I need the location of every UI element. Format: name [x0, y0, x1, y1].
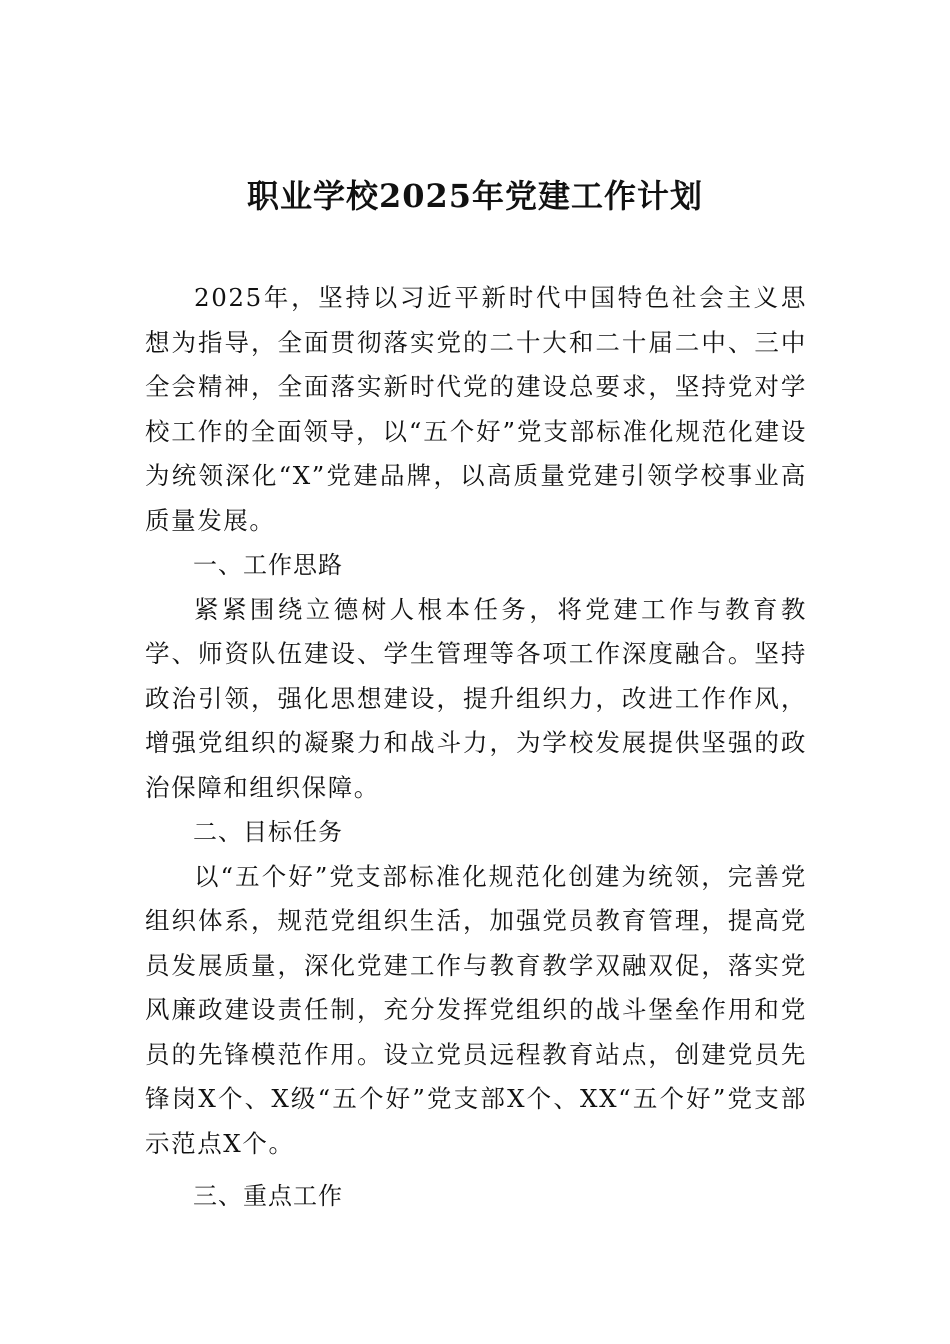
section-paragraph-goals-tasks: 以“五个好”党支部标准化规范化创建为统领，完善党组织体系，规范党组织生活，加强党员教育管理，提高党员发展质量，深化党建工作与教育教学双融双促，落实党风廉政建设责任制，充分发挥党组织的战斗堡垒作用和党员的先锋模范作用。设立党员远程教育站点，创建党员先锋岗X个、X级“五个好”党支部X个、XX“五个好”党支部示范点X个。 — [145, 861, 807, 1158]
section-heading-goals-tasks: 二、目标任务 — [193, 818, 343, 846]
section-heading-work-approach: 一、工作思路 — [193, 551, 343, 579]
document-body — [145, 276, 807, 1219]
section-paragraph-work-approach: 紧紧围绕立德树人根本任务，将党建工作与教育教学、师资队伍建设、学生管理等各项工作深度融合。坚持政治引领，强化思想建设，提升组织力，改进工作作风，增强党组织的凝聚力和战斗力，为学校发展提供坚强的政治保障和组织保障。 — [145, 594, 807, 802]
intro-paragraph: 2025年，坚持以习近平新时代中国特色社会主义思想为指导，全面贯彻落实党的二十大和二十届二中、三中全会精神，全面落实新时代党的建设总要求，坚持党对学校工作的全面领导，以“五个好”党支部标准化规范化建设为统领深化“X”党建品牌，以高质量党建引领学校事业高质量发展。 — [145, 283, 807, 535]
document-title: 职业学校2025年党建工作计划 — [246, 177, 704, 215]
section-heading-key-work: 三、重点工作 — [193, 1182, 343, 1210]
